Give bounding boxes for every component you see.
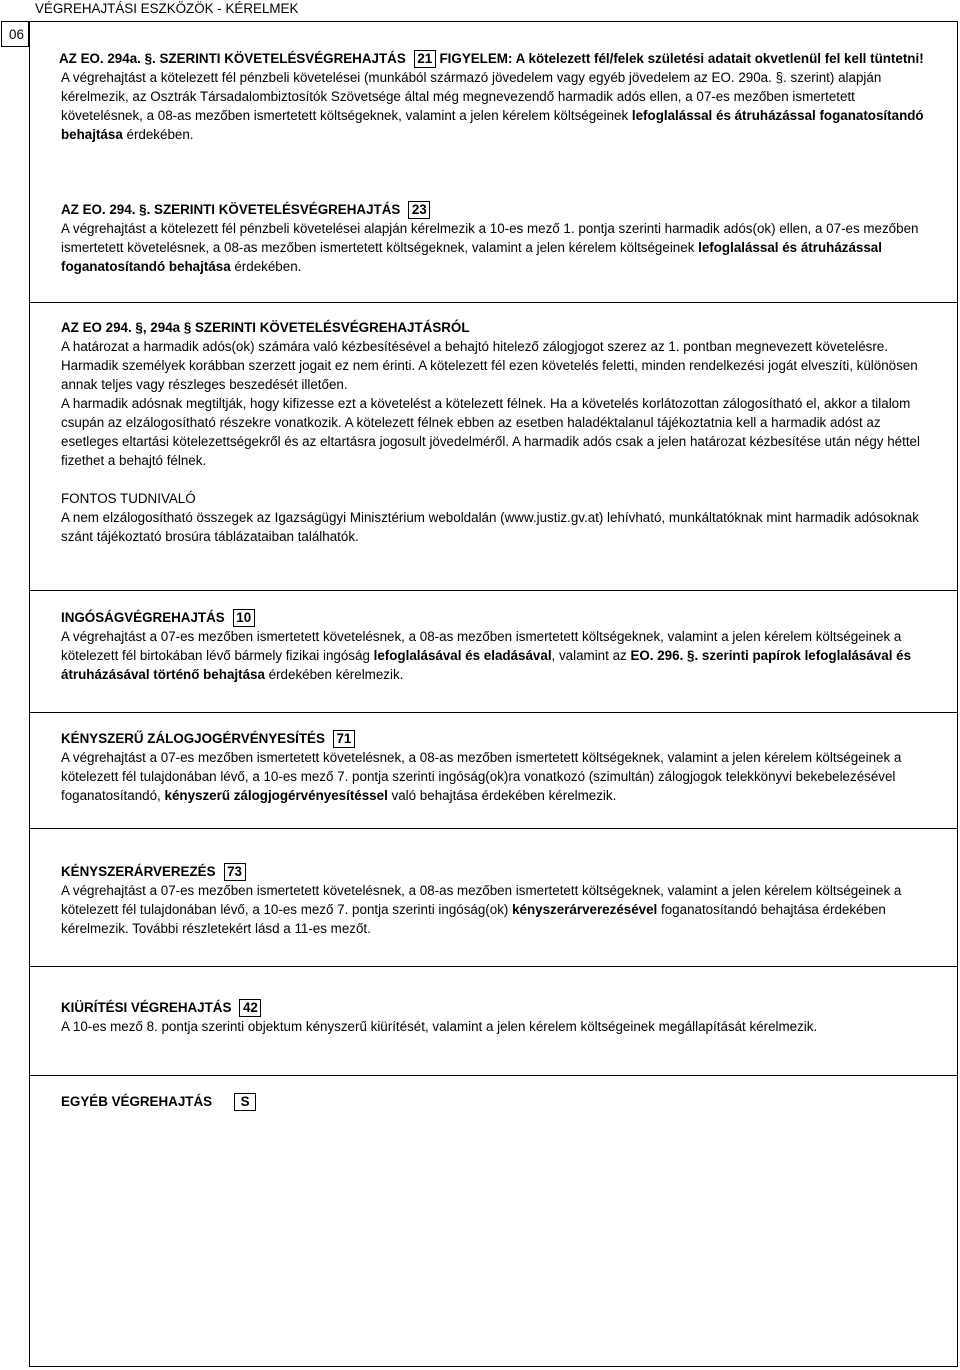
body-text-end: érdekében kérelmezik. bbox=[264, 667, 404, 682]
section-forced-auction bbox=[61, 862, 933, 938]
body-text: A végrehajtást a 07-es mezőben ismertetett követelésnek, a 08-as mezőben ismertetett költségeknek, valamint a jelen kérelem költségeinek a kötelezett fél birtokában lévő bármely fizikai ingóság bbox=[61, 629, 902, 663]
code-box-71[interactable]: 71 bbox=[333, 730, 355, 748]
body-bold-text: lefoglalással és átruházással foganatosítandó behajtása bbox=[61, 240, 882, 274]
section-divider bbox=[29, 302, 958, 303]
section-divider bbox=[29, 1075, 958, 1076]
section-title: KÉNYSZERŰ ZÁLOGJOGÉRVÉNYESÍTÉS bbox=[61, 731, 325, 746]
section-body bbox=[61, 219, 933, 276]
info-paragraph-1: A határozat a harmadik adós(ok) számára való kézbesítésével a behajtó hitelező zálogjogot szerez az 1. pontban megnevezett követelésre. Harmadik személyek korábban szerzett jogait ez nem érinti. A kötelezett fél ezen követelés feletti, minden rendelkezési jogát elveszíti, különösen annak teljes vagy részleges beszedését illetően. bbox=[61, 339, 918, 392]
section-294-enforcement bbox=[61, 200, 933, 276]
section-body bbox=[61, 748, 933, 805]
section-movable-property-enforcement bbox=[61, 608, 933, 684]
section-title: INGÓSÁGVÉGREHAJTÁS bbox=[61, 610, 225, 625]
section-body bbox=[61, 627, 933, 684]
document-header-title: VÉGREHAJTÁSI ESZKÖZÖK - KÉRELMEK bbox=[35, 1, 299, 16]
body-bold-text: kényszerű zálogjogérvényesítéssel bbox=[164, 788, 388, 803]
section-divider bbox=[29, 712, 958, 713]
section-294-294a-info bbox=[61, 318, 933, 546]
section-title: KÉNYSZERÁRVEREZÉS bbox=[61, 864, 216, 879]
section-title: AZ EO. 294. §. SZERINTI KÖVETELÉSVÉGREHAJTÁS bbox=[61, 202, 401, 217]
body-text-end: érdekében. bbox=[122, 127, 194, 142]
info-paragraph-2: A harmadik adósnak megtiltják, hogy kifizesse ezt a követelést a kötelezett félnek. Ha a követelés korlátozottan zálogosítható el, akkor a tilalom csupán az elzálogosítható részekre vonatkozik. A kötelezett félnek ebben az esetben haladéktalanul tájékoztatnia kell a harmadik adóst az esetleges eltartási kötelezettségekről és az eltartásra jogosult jövedelméről. A harmadik adós csak a jelen határozat kézbesítése után négy héttel fizethet a behajtó félnek. bbox=[61, 396, 920, 468]
code-box-23[interactable]: 23 bbox=[408, 201, 430, 219]
body-text: A végrehajtást a 07-es mezőben ismertetett követelésnek, a 08-as mezőben ismertetett költségeknek, valamint a jelen kérelem költségeinek a kötelezett fél tulajdonában lévő, a 10-es mező 7. pontja szerinti ingóság(ok)ra vonatkozó (szimultán) zálogjogok telekkönyvi bekebelezésével foganatosítandó, bbox=[61, 750, 902, 803]
notice-title: FONTOS TUDNIVALÓ bbox=[61, 491, 196, 506]
body-text: A végrehajtást a 07-es mezőben ismertetett követelésnek, a 08-as mezőben ismertetett költségeknek, valamint a jelen kérelem költségeinek a kötelezett fél tulajdonában lévő, a 10-es mező 7. pontja szerinti ingóság(ok) bbox=[61, 883, 902, 917]
section-body bbox=[61, 68, 937, 144]
body-text-end: foganatosítandó behajtása érdekében kérelmezik. További részletekért lásd a 11-es mezőt. bbox=[61, 902, 886, 936]
body-text: A végrehajtást a kötelezett fél pénzbeli követelései (munkából származó jövedelem vagy egyéb jövedelem az EO. 290a. §. szerint) alapján kérelmezik, az Osztrák Társadalombiztosítók Szövetsége által még megnevezendő harmadik adós ellen, a 07-es mezőben ismertetett követelésnek, a 08-as mezőben ismertetett költségeknek, valamint a jelen kérelem költségeinek bbox=[61, 70, 882, 123]
code-box-73[interactable]: 73 bbox=[224, 863, 246, 881]
code-box-s[interactable]: S bbox=[234, 1093, 256, 1111]
section-body: A 10-es mező 8. pontja szerinti objektum kényszerű kiürítését, valamint a jelen kérelem költségeinek megállapítását kérelmezik. bbox=[61, 1019, 818, 1034]
page-number: 06 bbox=[1, 21, 29, 47]
body-text-end: érdekében. bbox=[230, 259, 302, 274]
section-body bbox=[61, 881, 933, 938]
warning-text: FIGYELEM: A kötelezett fél/felek születési adatait okvetlenül fel kell tüntetni! bbox=[439, 51, 924, 66]
section-other-enforcement bbox=[61, 1092, 933, 1111]
body-bold-text: EO. 296. §. szerinti papírok lefoglalásával és átruházásával történő behajtása bbox=[61, 648, 912, 682]
code-box-21[interactable]: 21 bbox=[414, 50, 436, 68]
section-eviction-enforcement bbox=[61, 998, 933, 1036]
body-bold-text: lefoglalásával és eladásával bbox=[373, 648, 552, 663]
section-divider bbox=[29, 828, 958, 829]
body-text-end: való behajtása érdekében kérelmezik. bbox=[387, 788, 617, 803]
section-title: AZ EO. 294a. §. SZERINTI KÖVETELÉSVÉGREHAJTÁS bbox=[59, 51, 406, 66]
notice-text: A nem elzálogosítható összegek az Igazságügyi Minisztérium weboldalán (www.justiz.gv.at) lehívható, munkáltatóknak mint harmadik adósoknak szánt tájékoztató brosúra táblázataiban találhatók. bbox=[61, 510, 919, 544]
section-divider bbox=[29, 590, 958, 591]
body-bold-text: lefoglalással és átruházással foganatosítandó behajtása bbox=[61, 108, 924, 142]
section-title: AZ EO 294. §, 294a § SZERINTI KÖVETELÉSVÉGREHAJTÁSRÓL bbox=[61, 320, 470, 335]
section-divider bbox=[29, 966, 958, 967]
body-text: A végrehajtást a kötelezett fél pénzbeli követelései alapján kérelmezik a 10-es mező 1. pontja szerinti harmadik adós(ok) ellen, a 07-es mezőben ismertetett követelésnek, a 08-as mezőben ismertetett költségeknek, valamint a jelen kérelem költségeinek bbox=[61, 221, 919, 255]
section-title: EGYÉB VÉGREHAJTÁS bbox=[61, 1094, 213, 1109]
section-294a-enforcement bbox=[59, 49, 937, 144]
code-box-42[interactable]: 42 bbox=[239, 999, 261, 1017]
body-bold-text: kényszerárverezésével bbox=[512, 902, 658, 917]
section-title: KIÜRÍTÉSI VÉGREHAJTÁS bbox=[61, 1000, 232, 1015]
code-box-10[interactable]: 10 bbox=[233, 609, 255, 627]
section-forced-lien-enforcement bbox=[61, 729, 933, 805]
body-text: , valamint az bbox=[551, 648, 631, 663]
